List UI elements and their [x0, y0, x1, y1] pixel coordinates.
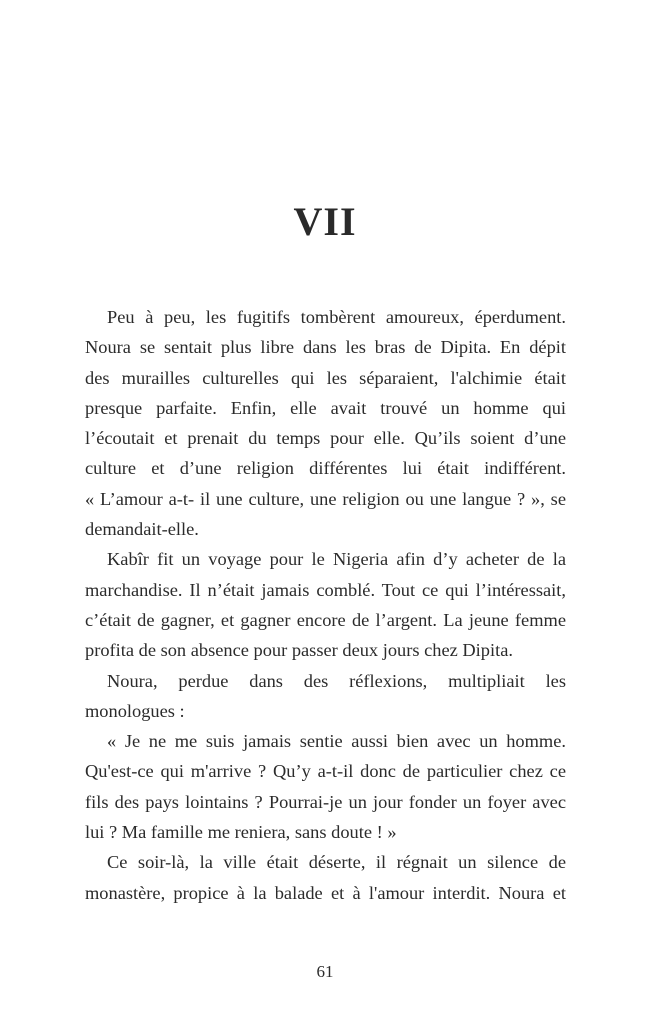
text-line: Qu'est-ce qui m'arrive ? Qu’y a-t-il donc de particulier chez ce — [85, 761, 566, 782]
text-line: lui ? Ma famille me reniera, sans doute ! » — [85, 822, 397, 843]
text-line: Peu à peu, les fugitifs tombèrent amoureux, éperdument. — [107, 307, 566, 327]
text-line: des murailles culturelles qui les séparaient, l'alchimie était — [85, 367, 566, 388]
text-line: profita de son absence pour passer deux jours chez Dipita. — [85, 640, 513, 661]
text-line: demandait-elle. — [85, 519, 199, 540]
text-line: Ce soir-là, la ville était déserte, il régnait un silence de — [107, 852, 566, 873]
text-line: « Je ne me suis jamais sentie aussi bien avec un homme. — [107, 731, 566, 752]
text-line: « L’amour a-t- il une culture, une religion ou une langue ? », se — [85, 488, 566, 509]
chapter-title: VII — [293, 199, 357, 244]
text-line: culture et d’une religion différentes lui était indifférent. — [85, 458, 566, 479]
text-line: presque parfaite. Enfin, elle avait trouvé un homme qui — [85, 397, 566, 418]
body-text — [85, 302, 566, 908]
page-number: 61 — [316, 962, 334, 981]
text-line: fils des pays lointains ? Pourrai-je un jour fonder un foyer avec — [85, 791, 566, 812]
text-line: marchandise. Il n’était jamais comblé. Tout ce qui l’intéressait, — [85, 579, 566, 600]
text-line: l’écoutait et prenait du temps pour elle. Qu’ils soient d’une — [85, 428, 566, 449]
text-line: monastère, propice à la balade et à l'amour interdit. Noura et — [85, 882, 566, 903]
text-line: monologues : — [85, 700, 185, 721]
text-line: c’était de gagner, et gagner encore de l’argent. La jeune femme — [85, 609, 566, 630]
text-line: Kabîr fit un voyage pour le Nigeria afin d’y acheter de la — [107, 549, 566, 570]
text-line: Noura, perdue dans des réflexions, multipliait les — [107, 670, 566, 691]
text-line: Noura se sentait plus libre dans les bras de Dipita. En dépit — [85, 337, 566, 358]
